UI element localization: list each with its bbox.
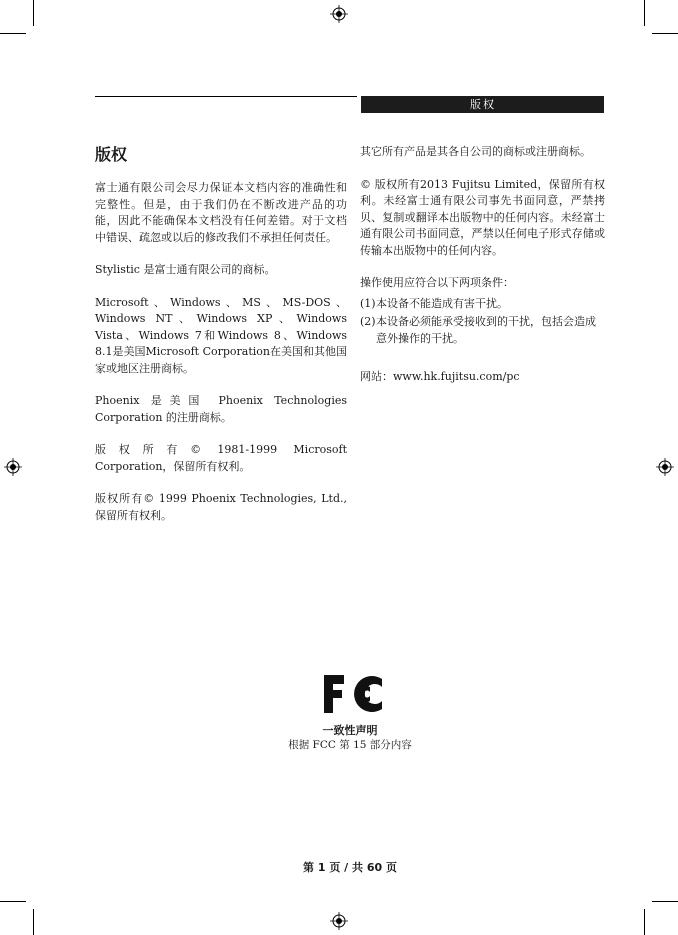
crop-mark [644, 909, 645, 935]
list-item [360, 296, 605, 313]
crop-mark [33, 0, 34, 26]
paragraph: 版权所有© 1981-1999 Microsoft Corporation，保留所有权利。 [95, 443, 347, 473]
paragraph: 其它所有产品是其各自公司的商标或注册商标。 [360, 145, 591, 158]
conditions-list [360, 296, 605, 348]
registration-mark-icon [4, 458, 22, 476]
paragraph: 版权所有© 1999 Phoenix Technologies, Ltd., 保留所有权利。 [95, 492, 347, 522]
page-number: 第 1 页 / 共 60 页 [303, 861, 397, 874]
crop-mark [652, 33, 678, 34]
crop-mark [644, 0, 645, 26]
website: 网站：www.hk.fujitsu.com/pc [360, 370, 520, 383]
crop-mark [652, 901, 678, 902]
paragraph: Phoenix 是美国 Phoenix Technologies Corporation 的注册商标。 [95, 394, 347, 424]
crop-mark [33, 909, 34, 935]
list-text: 本设备必须能承受接收到的干扰，包括会造成意外操作的干扰。 [376, 315, 596, 345]
left-column [95, 144, 347, 540]
header-rule [95, 96, 357, 97]
list-number: (2) [360, 315, 376, 328]
registration-mark-icon [330, 912, 348, 930]
paragraph: Stylistic 是富士通有限公司的商标。 [95, 263, 276, 276]
section-header-tab: 版权 [361, 96, 604, 113]
paragraph: 富士通有限公司会尽力保证本文档内容的准确性和完整性。但是，由于我们仍在不断改进产品的功能，因此不能确保本文档没有任何差错。对于文档中错误、疏忽或以后的修改我们不承担任何责任。 [95, 181, 347, 244]
paragraph: © 版权所有2013 Fujitsu Limited，保留所有权利。未经富士通有限公司事先书面同意，严禁拷贝、复制或翻译本出版物中的任何内容。未经富士通有限公司书面同意，严禁以任何电子形式存储或传输本出版物中的任何内容。 [360, 177, 605, 257]
registration-mark-icon [330, 5, 348, 23]
list-text: 本设备不能造成有害干扰。 [376, 296, 508, 310]
paragraph: Microsoft、Windows、MS、MS-DOS、Windows NT、Windows XP、Windows Vista、Windows 7和Windows 8、Windows 8.1是美国Microsoft Corporation在美国和其他国家或地区注册商标。 [95, 295, 347, 375]
page-title: 版权 [95, 145, 128, 164]
fcc-subtitle: 根据 FCC 第 15 部分内容 [288, 739, 412, 751]
right-column [360, 144, 605, 402]
crop-mark [0, 33, 26, 34]
registration-mark-icon [656, 458, 674, 476]
list-number: (1) [360, 296, 376, 310]
conditions-intro: 操作使用应符合以下两项条件： [360, 276, 514, 289]
fcc-title: 一致性声明 [322, 724, 378, 737]
list-item [360, 314, 605, 347]
fcc-logo-icon [322, 673, 386, 715]
crop-mark [0, 901, 26, 902]
